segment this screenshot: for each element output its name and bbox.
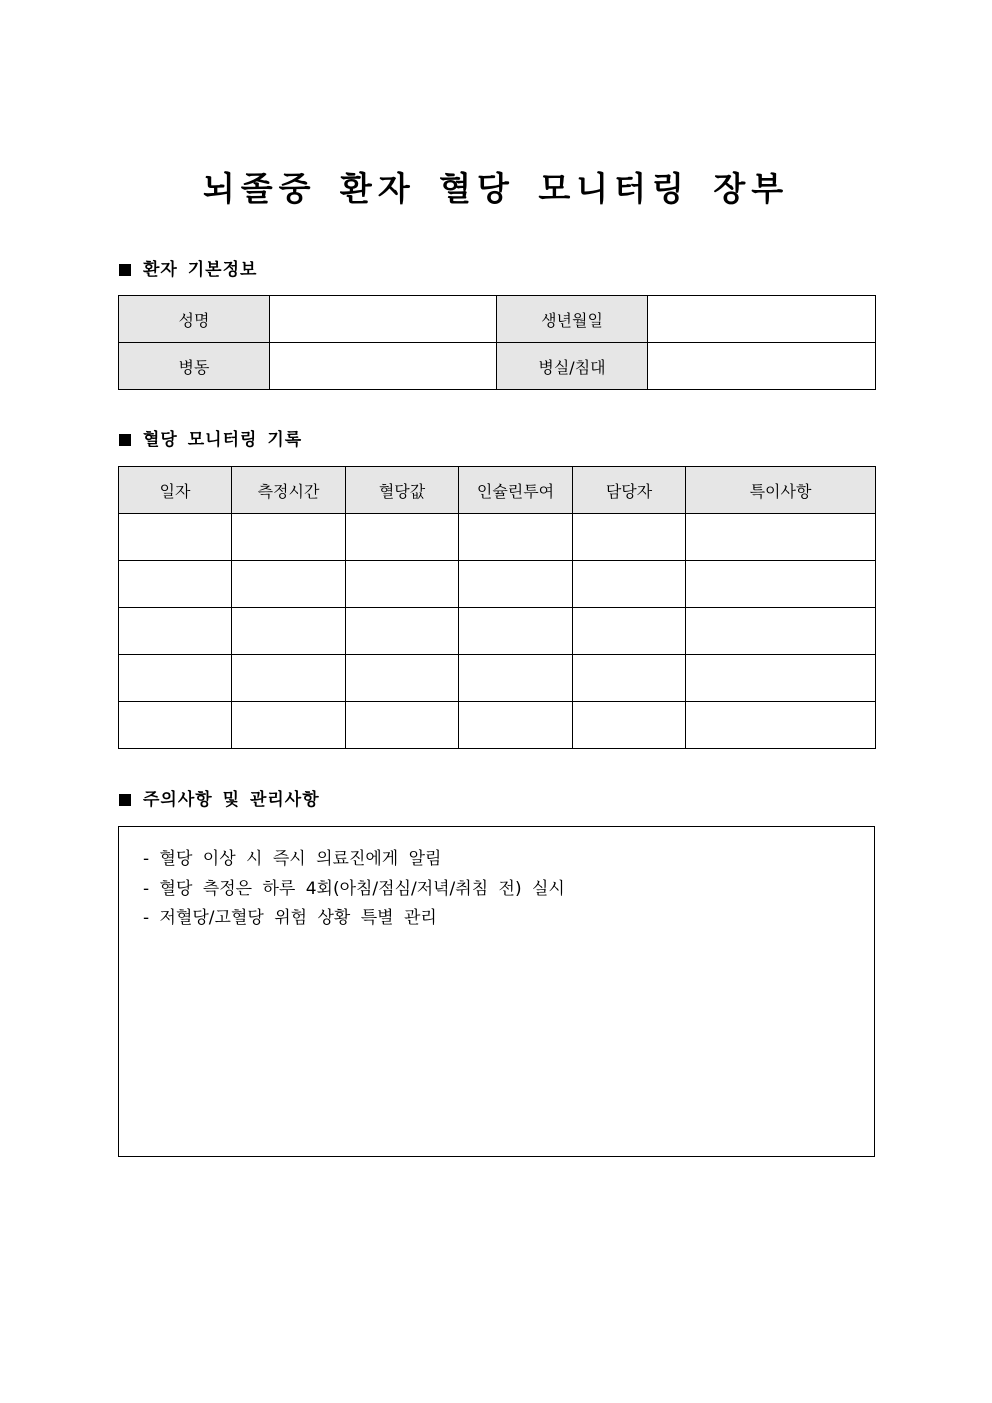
table-cell[interactable] xyxy=(686,561,876,608)
notes-box[interactable] xyxy=(118,826,875,1157)
column-header-remarks: 특이사항 xyxy=(686,467,876,514)
list-item: - 혈당 측정은 하루 4회(아침/점심/저녁/취침 전) 실시 xyxy=(143,878,565,899)
section-heading-text: 주의사항 및 관리사항 xyxy=(143,790,320,810)
table-row xyxy=(119,514,876,561)
table-cell[interactable] xyxy=(686,608,876,655)
square-bullet-icon xyxy=(119,794,131,806)
column-header-staff: 담당자 xyxy=(573,467,686,514)
table-cell[interactable] xyxy=(346,514,459,561)
table-row xyxy=(119,702,876,749)
column-header-time: 측정시간 xyxy=(232,467,346,514)
list-item: - 저혈당/고혈당 위험 상황 특별 관리 xyxy=(143,908,437,928)
table-cell[interactable] xyxy=(346,702,459,749)
section-heading-monitoring-log xyxy=(119,429,302,451)
table-cell[interactable] xyxy=(686,514,876,561)
table-cell[interactable] xyxy=(459,514,573,561)
table-cell[interactable] xyxy=(573,608,686,655)
ward-field[interactable] xyxy=(270,343,497,390)
page-title: 뇌졸중 환자 혈당 모니터링 장부 xyxy=(202,169,790,208)
table-cell[interactable] xyxy=(346,655,459,702)
glucose-log-table xyxy=(118,466,876,749)
table-cell[interactable] xyxy=(119,514,232,561)
table-cell[interactable] xyxy=(459,655,573,702)
table-cell[interactable] xyxy=(232,608,346,655)
table-header-row xyxy=(119,467,876,514)
section-heading-text: 환자 기본정보 xyxy=(143,260,258,280)
table-cell[interactable] xyxy=(232,655,346,702)
name-field[interactable] xyxy=(270,296,497,343)
column-header-date: 일자 xyxy=(119,467,232,514)
table-cell[interactable] xyxy=(119,608,232,655)
column-header-insulin: 인슐린투여 xyxy=(459,467,573,514)
table-cell[interactable] xyxy=(459,561,573,608)
table-cell[interactable] xyxy=(573,702,686,749)
table-row xyxy=(119,343,876,390)
table-cell[interactable] xyxy=(346,608,459,655)
section-heading-notes xyxy=(119,789,320,811)
ward-label: 병동 xyxy=(119,343,270,390)
table-cell[interactable] xyxy=(573,655,686,702)
section-heading-patient-info xyxy=(119,259,257,281)
table-cell[interactable] xyxy=(686,655,876,702)
birthdate-field[interactable] xyxy=(648,296,876,343)
table-row xyxy=(119,655,876,702)
table-cell[interactable] xyxy=(459,702,573,749)
table-row xyxy=(119,561,876,608)
table-cell[interactable] xyxy=(232,514,346,561)
table-cell[interactable] xyxy=(119,655,232,702)
birthdate-label: 생년월일 xyxy=(497,296,648,343)
table-cell[interactable] xyxy=(459,608,573,655)
patient-info-table xyxy=(118,295,876,390)
notes-list xyxy=(143,845,874,934)
table-cell[interactable] xyxy=(232,561,346,608)
table-cell[interactable] xyxy=(346,561,459,608)
table-cell[interactable] xyxy=(119,561,232,608)
column-header-glucose: 혈당값 xyxy=(346,467,459,514)
table-row xyxy=(119,608,876,655)
square-bullet-icon xyxy=(119,264,131,276)
table-cell[interactable] xyxy=(573,561,686,608)
table-cell[interactable] xyxy=(573,514,686,561)
name-label: 성명 xyxy=(119,296,270,343)
section-heading-text: 혈당 모니터링 기록 xyxy=(143,430,303,450)
room-bed-field[interactable] xyxy=(648,343,876,390)
table-row xyxy=(119,296,876,343)
list-item: - 혈당 이상 시 즉시 의료진에게 알림 xyxy=(143,849,442,869)
room-bed-label: 병실/침대 xyxy=(497,343,648,390)
table-cell[interactable] xyxy=(119,702,232,749)
table-cell[interactable] xyxy=(232,702,346,749)
square-bullet-icon xyxy=(119,434,131,446)
table-cell[interactable] xyxy=(686,702,876,749)
